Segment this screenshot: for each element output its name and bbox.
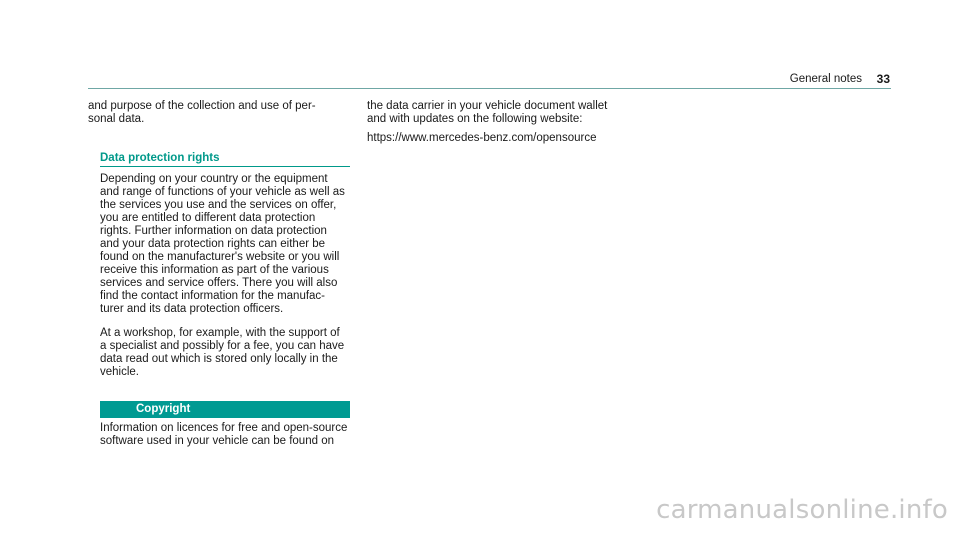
intro-paragraph (88, 100, 350, 126)
copyright-heading-bar (100, 401, 350, 418)
copyright-heading: Copyright (136, 403, 191, 415)
data-protection-body-2: At a workshop, for example, with the support of a specialist and possibly for a fee, you can have data read out which is stored only locally in the vehicle. (100, 327, 345, 378)
right-column (367, 100, 629, 145)
data-protection-heading: Data protection rights (100, 152, 350, 167)
header-divider (88, 88, 891, 89)
opensource-url[interactable]: https://www.mercedes-benz.com/opensource (367, 132, 597, 144)
page-header (0, 0, 960, 100)
watermark: carmanualsonline.info (656, 495, 948, 525)
section-label: General notes (789, 73, 862, 85)
page-number: 33 (876, 72, 890, 86)
right-column-text: the data carrier in your vehicle document wallet and with updates on the following website: (367, 100, 608, 125)
data-protection-body-1: Depending on your country or the equipment and range of functions of your vehicle as well as the services you use and the services on offer, you are entitled to different data protection rights. Further information on data protection and your data protection rights can either be found on the manufacturer's website or you will receive this information as part of the various services and service offers. There you will also find the contact information for the manufac- turer and its data protection officers. (100, 173, 345, 315)
copyright-body: Information on licences for free and open-source software used in your vehicle can be found on (100, 422, 348, 447)
intro-text: and purpose of the collection and use of per- sonal data. (88, 100, 316, 125)
